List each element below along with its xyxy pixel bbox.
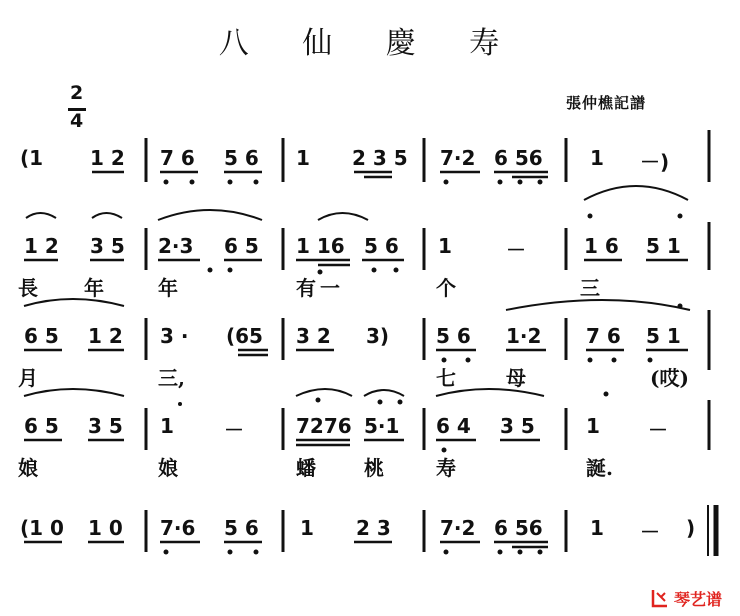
lyric: 母: [506, 366, 526, 390]
note-group: 5 6: [436, 324, 471, 348]
note-group: 1 2: [24, 234, 59, 258]
time-signature-numerator: 2: [70, 82, 84, 104]
note-group: (65: [226, 324, 263, 348]
note-group: 1 2: [90, 146, 125, 170]
note-group: －: [640, 520, 660, 544]
note-group: 6 5: [24, 414, 59, 438]
note-group: 1: [590, 516, 604, 540]
note-group: 2·3: [158, 234, 194, 258]
note-group: 7·2: [440, 516, 476, 540]
note-group: 6 5: [24, 324, 59, 348]
lyric: 一: [320, 276, 340, 300]
note-group: (1: [20, 146, 44, 170]
note-group: 3 2: [296, 324, 331, 348]
note-group: 5 6: [224, 146, 259, 170]
note-group: 1 2: [88, 324, 123, 348]
note-group: 5 6: [224, 516, 259, 540]
note-group: 1: [300, 516, 314, 540]
note-group: 3 5: [500, 414, 535, 438]
qinyipu-logo: [650, 586, 736, 612]
lyric: 蟠: [296, 456, 316, 480]
lyric: 寿: [436, 456, 456, 480]
lyric: 長: [18, 276, 38, 300]
note-group: 1 16: [296, 234, 345, 258]
note-group: 1: [586, 414, 600, 438]
lyric: 年: [84, 276, 104, 300]
logo-mark-icon: [650, 587, 670, 609]
note-group: 1: [438, 234, 452, 258]
note-group: 7276: [296, 414, 352, 438]
lyric: 月: [18, 366, 38, 390]
lyric: 誕.: [586, 456, 613, 480]
note-group: 3 ·: [160, 324, 189, 348]
note-group: 7·6: [160, 516, 196, 540]
note-group: －: [506, 238, 526, 262]
note-group: 3 5: [88, 414, 123, 438]
note-group: 6 56: [494, 146, 543, 170]
note-group: 1: [296, 146, 310, 170]
note-group: 5 1: [646, 234, 681, 258]
note-group: 7·2: [440, 146, 476, 170]
lyric: 桃: [364, 456, 384, 480]
note-group: 5·1: [364, 414, 400, 438]
lyric: 三,: [158, 366, 185, 390]
note-group: 2 3 5: [352, 146, 408, 170]
lyric: 七: [436, 366, 456, 390]
note-group: －): [640, 150, 670, 174]
note-group: －: [224, 418, 244, 442]
note-group: 5 1: [646, 324, 681, 348]
lyric: 娘: [18, 456, 38, 480]
note-group: 6 56: [494, 516, 543, 540]
note-group: －: [648, 418, 668, 442]
note-group: 1: [590, 146, 604, 170]
note-group: 2 3: [356, 516, 391, 540]
lyric: 三: [580, 276, 600, 300]
note-group: 1 0: [88, 516, 123, 540]
note-group: 3): [366, 324, 390, 348]
lyric: (哎): [650, 366, 689, 390]
lyric: 娘: [158, 456, 178, 480]
note-group: 7 6: [586, 324, 621, 348]
note-group: 7 6: [160, 146, 195, 170]
note-group: ): [686, 516, 696, 540]
logo-text: 琴艺谱: [674, 590, 723, 609]
song-title: 八 仙 慶 寿: [218, 26, 522, 61]
note-group: (1 0: [20, 516, 64, 540]
note-group: 3 5: [90, 234, 125, 258]
note-group: 5 6: [364, 234, 399, 258]
note-group: 6 4: [436, 414, 471, 438]
lyric: 个: [436, 276, 456, 300]
note-group: 1·2: [506, 324, 542, 348]
note-group: 6 5: [224, 234, 259, 258]
time-signature-denominator: 4: [70, 110, 84, 132]
recorder-credit: 張仲樵記譜: [566, 94, 647, 112]
note-group: 1 6: [584, 234, 619, 258]
lyric: 有: [296, 276, 316, 300]
note-group: 1: [160, 414, 174, 438]
lyric: 年: [158, 276, 178, 300]
